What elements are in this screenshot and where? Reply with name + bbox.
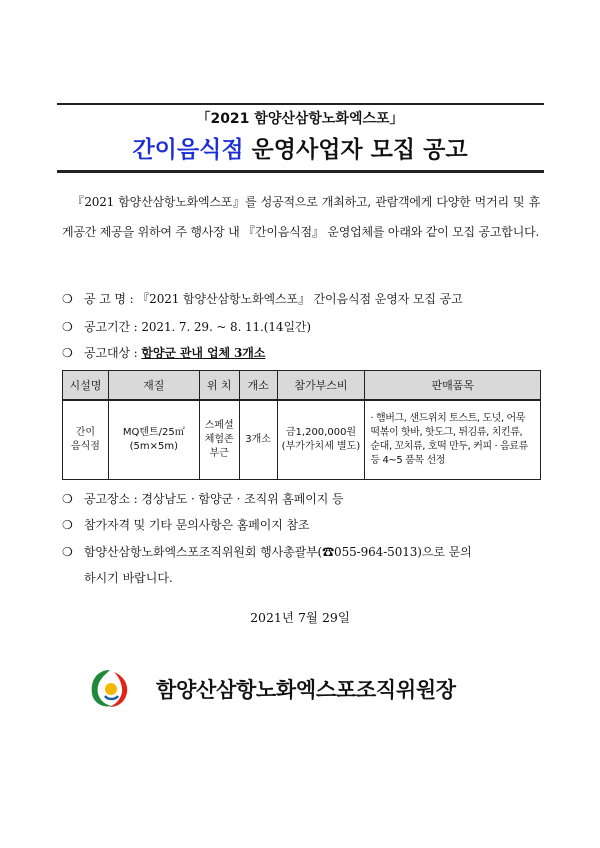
cell-line: 금1,200,000원: [285, 427, 357, 438]
title-rest: 운영사업자 모집 공고: [243, 137, 468, 163]
bullet-text: 함양산삼항노화엑스포조직위원회 행사총괄부(☎055-964-5013)으로 문의: [84, 545, 472, 559]
cell-line: MQ텐트/25㎡: [122, 427, 185, 438]
expo-logo-icon: [88, 666, 132, 710]
cell-line: 체험존: [204, 434, 234, 445]
header-facility: 시설명: [63, 371, 109, 401]
cell-line: 부근: [209, 448, 229, 459]
circle-bullet-icon: ❍: [62, 346, 73, 360]
cell-line: (부가가치세 별도): [281, 441, 361, 452]
bullet-text: 공고장소 : 경상남도 · 함양군 · 조직위 홈페이지 등: [84, 492, 344, 506]
facility-table: [62, 370, 541, 480]
bullet-notice-target: [62, 344, 265, 361]
bullet-notice-place: [62, 490, 343, 507]
bullet-text: 공고기간 : 2021. 7. 29. ~ 8. 11.(14일간): [84, 320, 312, 334]
title-accent: 간이음식점: [132, 137, 244, 163]
bottom-rule: [57, 170, 544, 173]
circle-bullet-icon: ❍: [62, 518, 73, 532]
cell-fee: [277, 400, 365, 480]
circle-bullet-icon: ❍: [62, 320, 73, 334]
bullet-text: 참가자격 및 기타 문의사항은 홈페이지 참조: [84, 518, 310, 532]
cell-items: [365, 400, 541, 480]
table-row: [63, 400, 541, 480]
table-header-row: [63, 371, 541, 401]
organizer-name: 함양산삼항노화엑스포조직위원장: [156, 678, 456, 702]
bullet-notice-period: [62, 318, 311, 335]
cell-line: 간이: [75, 427, 96, 438]
circle-bullet-icon: ❍: [62, 492, 73, 506]
cell-line: (5m×5m): [129, 441, 178, 452]
notice-title: [0, 131, 600, 164]
bullet-text: 공 고 명 : 『2021 함양산삼항노화엑스포』 간이음식점 운영자 모집 공고: [84, 292, 463, 306]
cell-facility: [63, 400, 109, 480]
cell-line: 등 4~5 품목 선정: [370, 455, 445, 466]
header-count: 개소: [239, 371, 277, 401]
header-material: 재질: [108, 371, 199, 401]
cell-material: [108, 400, 199, 480]
header-fee: 참가부스비: [277, 371, 365, 401]
header-items: 판매품목: [365, 371, 541, 401]
bullet-notice-name: [62, 290, 463, 307]
cell-line: 스페셜: [204, 420, 234, 431]
cell-line: 음식점: [70, 441, 100, 452]
notice-date: 2021년 7월 29일: [250, 610, 350, 625]
notice-subtitle: 「2021 함양산삼항노화엑스포」: [196, 111, 404, 127]
cell-line: 떡볶이 핫바, 핫도그, 튀김류, 치킨류,: [370, 427, 523, 438]
intro-paragraph: 『2021 함양산삼항노화엑스포』를 성공적으로 개최하고, 관람객에게 다양한 먹거리 및 휴게공간 제공을 위하여 주 행사장 내 『간이음식점』 운영업체를 아래와 같이 모집 공고합니다.: [62, 195, 540, 239]
circle-bullet-icon: ❍: [62, 292, 73, 306]
bullet-contact: [62, 543, 472, 560]
header-location: 위 치: [199, 371, 239, 401]
top-rule: [57, 103, 544, 105]
bullet-label: 공고대상 :: [84, 346, 142, 360]
bullet-eligibility: [62, 516, 309, 533]
cell-line: 순대, 꼬치류, 호떡 만두, 커피 · 음료류: [370, 441, 528, 452]
cell-count: 3개소: [239, 400, 277, 480]
bullet-contact-continuation: 하시기 바랍니다.: [84, 571, 173, 585]
cell-line: · 햄버그, 샌드위치 토스트, 도넛, 어묵: [370, 413, 526, 424]
circle-bullet-icon: ❍: [62, 545, 73, 559]
cell-location: [199, 400, 239, 480]
bullet-target-value: 함양군 관내 업체 3개소: [141, 346, 266, 360]
